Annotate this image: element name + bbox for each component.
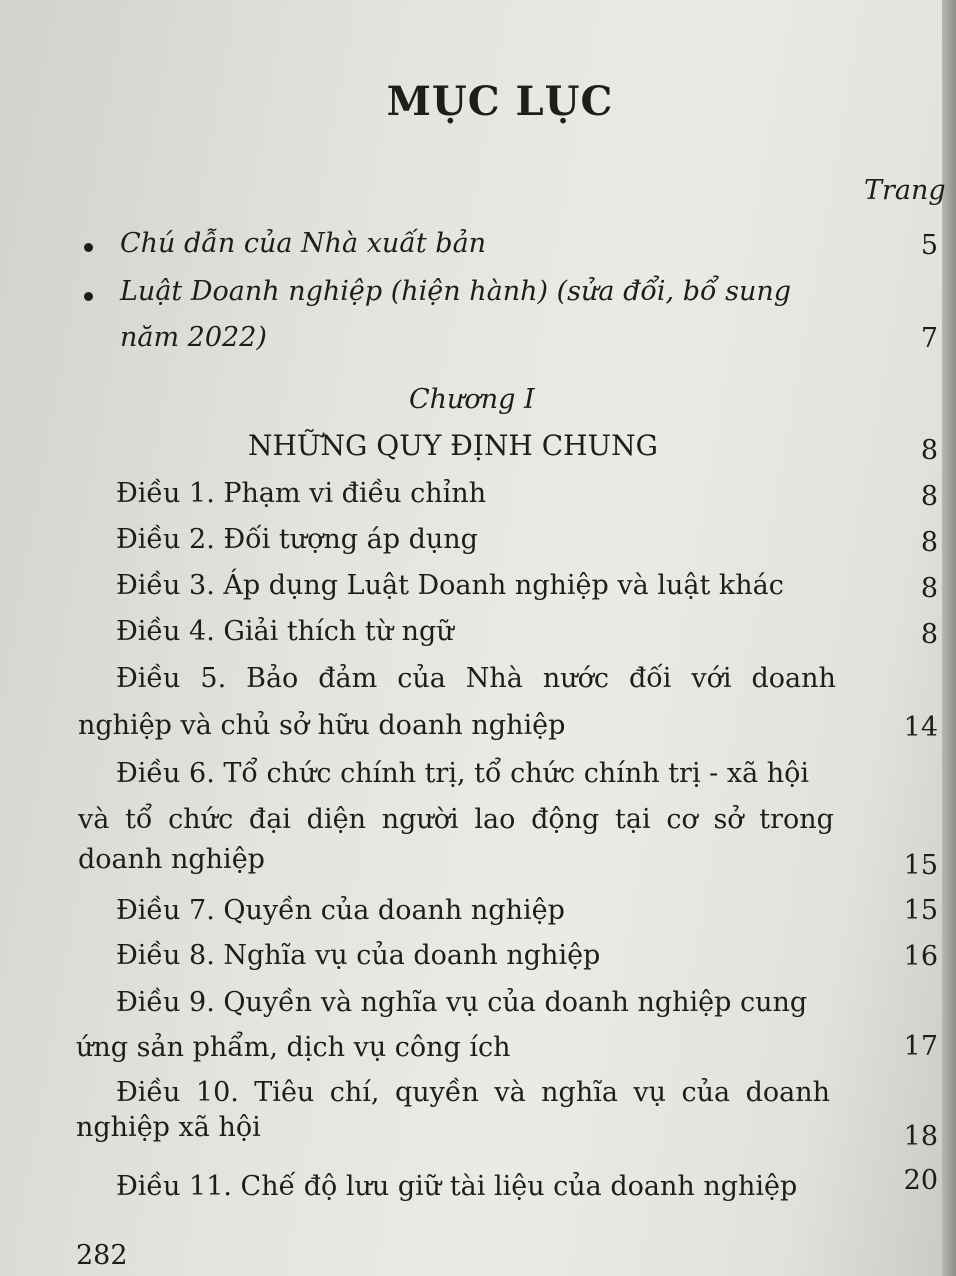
chapter-label: Chương I [409, 384, 535, 415]
toc-article[interactable]: Điều 1. Phạm vi điều chỉnh [116, 478, 487, 509]
toc-word: cơ [666, 804, 698, 835]
toc-article-cont[interactable]: doanh nghiệp [78, 844, 265, 875]
toc-article[interactable]: Điều 9. Quyền và nghĩa vụ của doanh nghiệp cung [116, 987, 808, 1018]
toc-article[interactable]: Điều 7. Quyền của doanh nghiệp [116, 895, 565, 926]
toc-word: đảm [318, 663, 378, 694]
toc-page-number: 5 [920, 230, 938, 261]
toc-page-number: 8 [920, 573, 938, 604]
toc-page-number: 8 [920, 619, 938, 650]
toc-word: nghĩa [541, 1077, 618, 1108]
toc-article-cont[interactable]: ứng sản phẩm, dịch vụ công ích [76, 1032, 511, 1063]
toc-page-number: 20 [903, 1165, 938, 1196]
toc-page-number: 16 [903, 941, 938, 972]
toc-word: Điều [116, 1077, 181, 1108]
toc-word: của [681, 1077, 731, 1108]
toc-article[interactable]: Điều 8. Nghĩa vụ của doanh nghiệp [116, 940, 601, 971]
toc-word: vụ [633, 1077, 667, 1108]
toc-word: với [691, 663, 732, 694]
toc-word: Tiêu [254, 1077, 315, 1108]
toc-word: chức [168, 804, 234, 835]
toc-word: 5. [200, 663, 227, 694]
page-title: MỤC LỤC [386, 78, 614, 125]
bullet-icon [84, 292, 93, 301]
toc-article[interactable]: Điều 11. Chế độ lưu giữ tài liệu của doanh nghiệp [116, 1171, 798, 1202]
toc-word: sở [713, 804, 744, 835]
toc-article[interactable]: Điều 2. Đối tượng áp dụng [116, 524, 478, 555]
toc-page-number: 15 [903, 895, 938, 926]
toc-word: 10. [195, 1077, 239, 1108]
toc-article[interactable]: Điều 3. Áp dụng Luật Doanh nghiệp và luật khác [116, 570, 784, 601]
toc-entry-law[interactable]: Luật Doanh nghiệp (hiện hành) (sửa đổi, bổ sung [120, 276, 792, 307]
toc-word: doanh [751, 663, 836, 694]
toc-page-number: 8 [920, 527, 938, 558]
toc-word: đại [248, 804, 291, 835]
toc-page-number: 7 [920, 323, 938, 354]
toc-article[interactable] [116, 663, 836, 695]
toc-word: doanh [745, 1077, 830, 1108]
toc-entry-preface[interactable]: Chú dẫn của Nhà xuất bản [120, 228, 487, 259]
toc-page-number: 8 [920, 481, 938, 512]
toc-word: của [397, 663, 446, 694]
toc-word: trong [759, 804, 834, 835]
toc-article-cont[interactable]: nghiệp và chủ sở hữu doanh nghiệp [78, 710, 566, 741]
toc-word: diện [306, 804, 366, 835]
toc-word: lao [474, 804, 516, 835]
toc-entry-law-cont[interactable]: năm 2022) [120, 322, 267, 353]
toc-word: quyền [394, 1077, 479, 1108]
toc-article[interactable] [116, 1077, 830, 1109]
toc-article-cont[interactable]: nghiệp xã hội [76, 1112, 261, 1143]
folio-page-number: 282 [76, 1240, 128, 1271]
toc-word: đối [628, 663, 672, 694]
toc-article[interactable]: Điều 6. Tổ chức chính trị, tổ chức chính trị - xã hội [116, 758, 810, 789]
toc-page-number: 8 [920, 435, 938, 466]
toc-word: động [531, 804, 600, 835]
chapter-title[interactable]: NHỮNG QUY ĐỊNH CHUNG [248, 429, 659, 462]
toc-word: tổ [125, 804, 153, 835]
toc-word: và [78, 804, 110, 835]
toc-word: Bảo [246, 663, 299, 694]
toc-word: và [494, 1077, 526, 1108]
toc-article-cont[interactable] [78, 804, 834, 836]
page-column-header: Trang [864, 175, 946, 206]
toc-word: chí, [329, 1077, 380, 1108]
bullet-icon [84, 243, 93, 252]
toc-page-number: 15 [903, 850, 938, 881]
toc-page-number: 17 [903, 1031, 938, 1062]
toc-word: nước [542, 663, 609, 694]
toc-page-number: 18 [903, 1121, 938, 1152]
toc-word: người [381, 804, 459, 835]
toc-page-number: 14 [903, 712, 938, 743]
toc-word: Nhà [465, 663, 523, 694]
toc-word: tại [615, 804, 651, 835]
toc-word: Điều [116, 663, 181, 694]
toc-article[interactable]: Điều 4. Giải thích từ ngữ [116, 616, 454, 647]
